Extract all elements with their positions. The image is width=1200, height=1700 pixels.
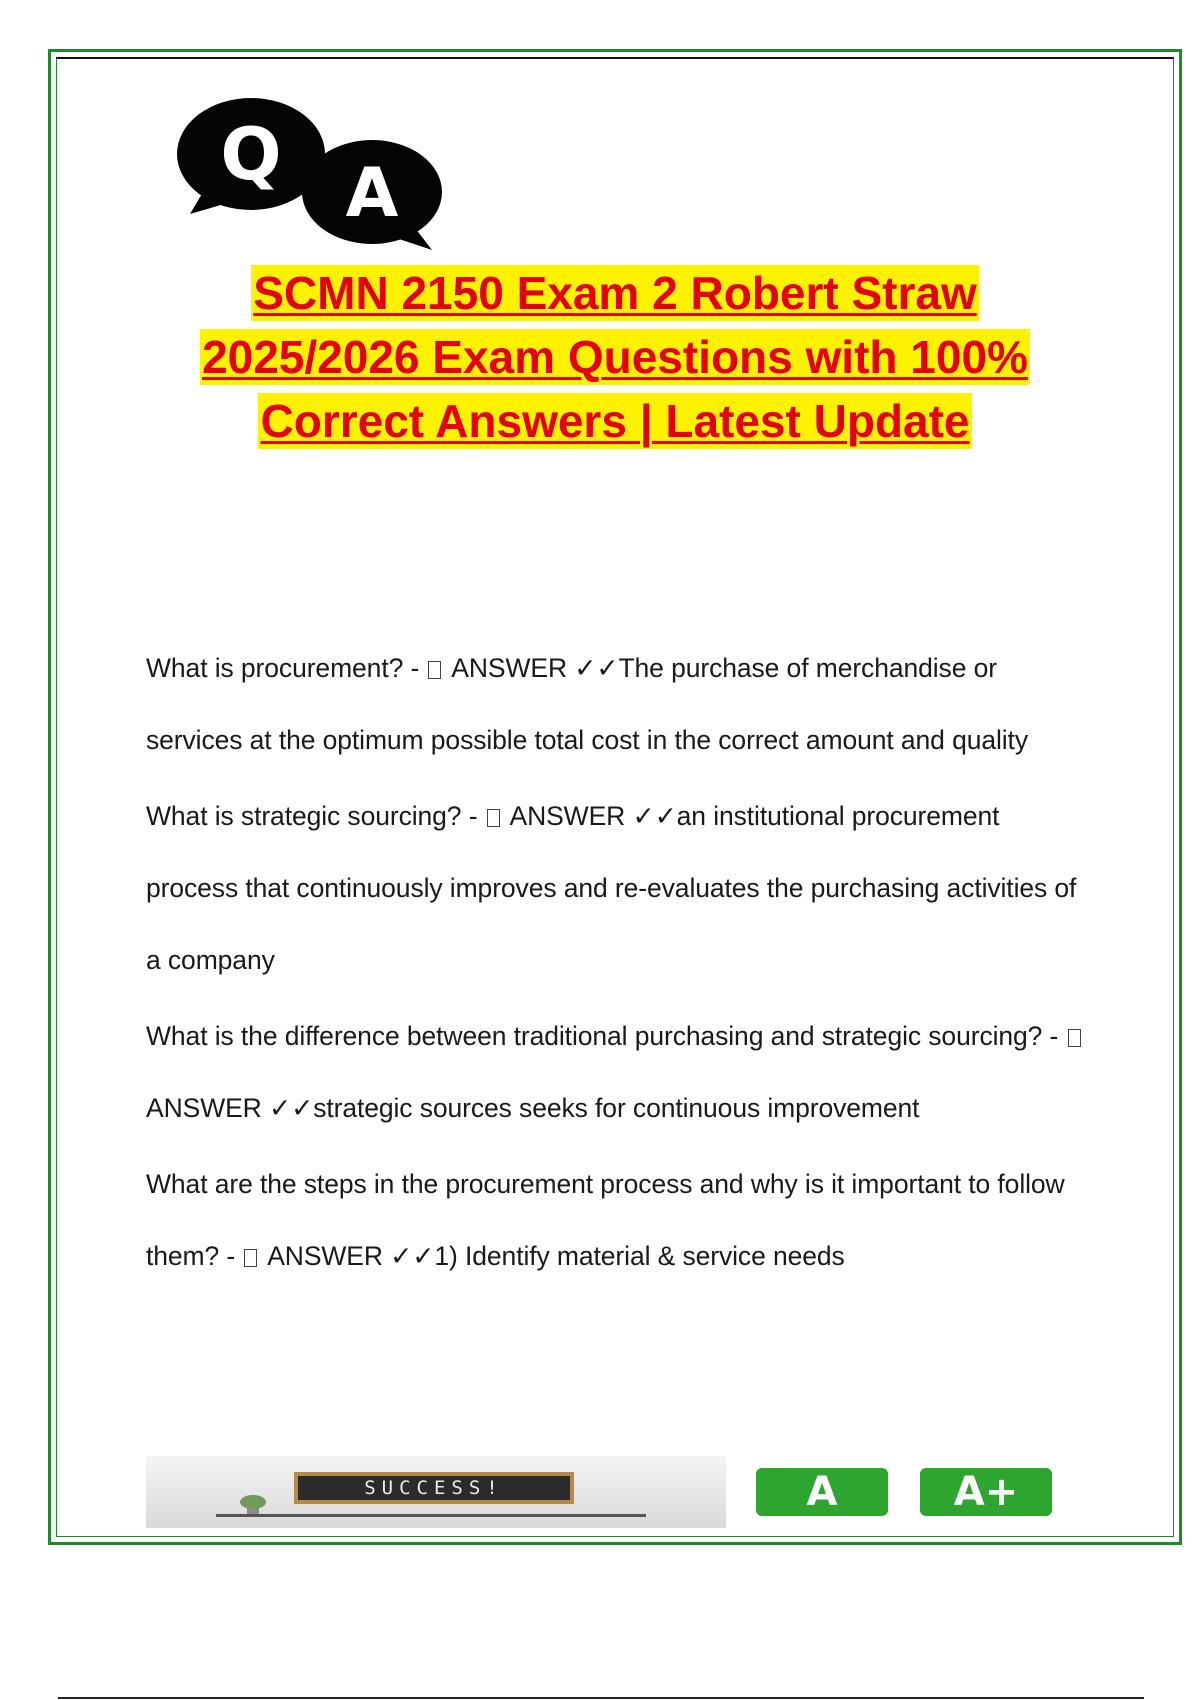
title-line-1: SCMN 2150 Exam 2 Robert Straw	[253, 267, 977, 319]
answer-marker: ANSWER ✓✓	[146, 1093, 314, 1123]
answer-marker: ANSWER ✓✓	[261, 1241, 435, 1271]
qa-item	[146, 1148, 1086, 1292]
desk-edge	[216, 1514, 646, 1517]
qa-item	[146, 1000, 1086, 1144]
answer-text: an institutional procurement process that continuously improves and re-evaluates the purchasing activities of a company	[146, 801, 1077, 975]
success-board: SUCCESS!	[294, 1472, 574, 1504]
grade-a-badge: A	[756, 1468, 888, 1516]
title-line-3: Correct Answers | Latest Update	[260, 395, 970, 447]
answer-text: strategic sources seeks for continuous improvement	[313, 1093, 920, 1123]
a-letter: A	[345, 154, 399, 233]
page-bottom-rule	[58, 1697, 1144, 1699]
qa-list	[146, 632, 1086, 1296]
qa-item	[146, 780, 1086, 996]
question-text: What is procurement? -	[146, 653, 427, 683]
answer-marker: ANSWER ✓✓	[503, 801, 677, 831]
q-letter: Q	[220, 112, 282, 196]
missing-glyph-icon	[244, 1249, 257, 1267]
question-text: What is strategic sourcing? -	[146, 801, 485, 831]
question-text: What are the steps in the procurement process and why is it important to follow them? -	[146, 1169, 1065, 1271]
missing-glyph-icon	[428, 661, 441, 679]
plant-icon	[238, 1490, 268, 1516]
question-text: What is the difference between traditional purchasing and strategic sourcing? -	[146, 1021, 1066, 1051]
document-title	[100, 265, 1130, 457]
qa-logo	[176, 92, 466, 252]
missing-glyph-icon	[1068, 1029, 1081, 1047]
answer-text: The purchase of merchandise or services at the optimum possible total cost in the correct amount and quality	[146, 653, 1028, 755]
qa-item	[146, 632, 1086, 776]
success-banner-image	[146, 1456, 726, 1528]
answer-text: 1) Identify material & service needs	[434, 1241, 845, 1271]
missing-glyph-icon	[487, 809, 500, 827]
answer-marker: ANSWER ✓✓	[445, 653, 619, 683]
grade-a-plus-badge: A+	[920, 1468, 1052, 1516]
a-speech-bubble	[302, 140, 442, 250]
title-line-2: 2025/2026 Exam Questions with 100%	[202, 331, 1028, 383]
